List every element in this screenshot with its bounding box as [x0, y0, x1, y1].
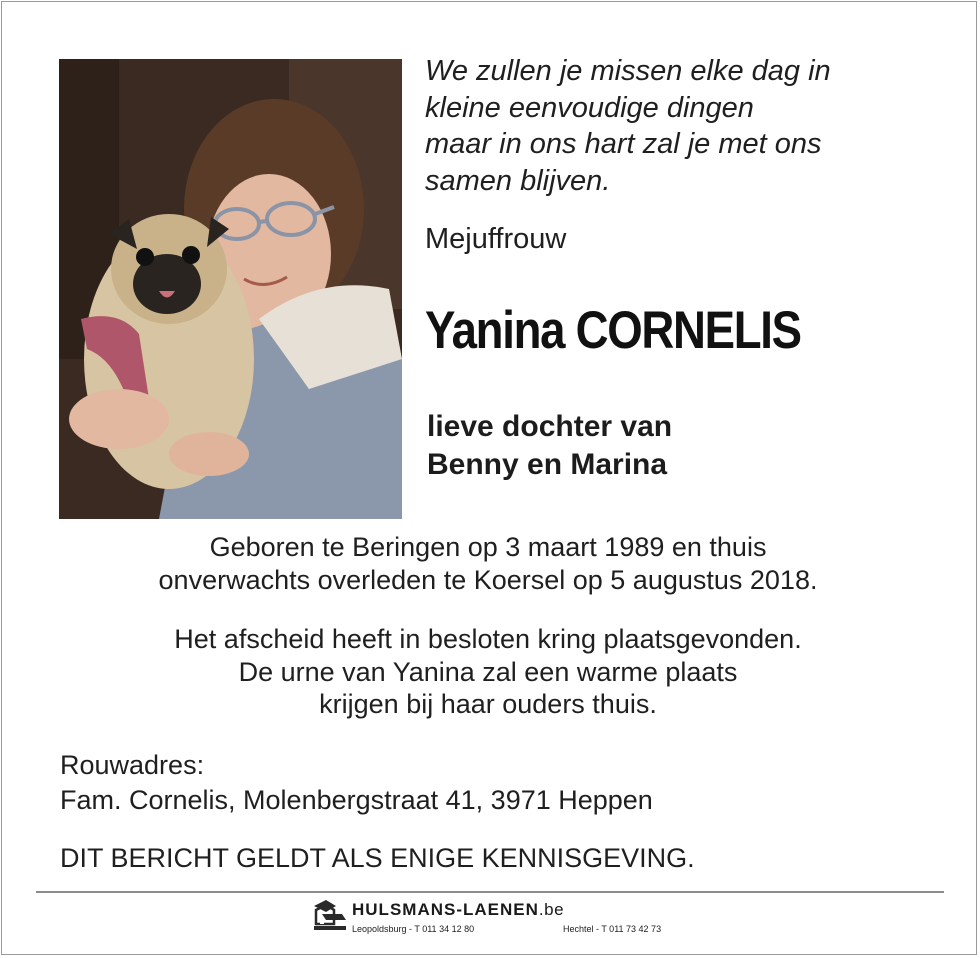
birth-line: Geboren te Beringen op 3 maart 1989 en thuis — [209, 532, 767, 562]
relation-line: Benny en Marina — [427, 448, 668, 481]
address-value: Fam. Cornelis, Molenbergstraat 41, 3971 Heppen — [60, 785, 653, 815]
relation-line: lieve dochter van — [427, 410, 673, 443]
address-label: Rouwadres: — [60, 750, 205, 780]
funeral-home-logo-icon — [312, 898, 348, 932]
memorial-verse — [425, 53, 945, 199]
portrait-photo-illustration — [59, 59, 402, 519]
farewell-text — [40, 623, 936, 721]
verse-line: maar in ons hart zal je met ons — [425, 128, 822, 160]
birth-death-text — [40, 531, 936, 596]
footer-brand — [352, 899, 564, 921]
mourning-address — [60, 748, 653, 818]
portrait-photo — [59, 59, 402, 519]
honorific: Mejuffrouw — [425, 223, 567, 255]
deceased-name: Yanina CORNELIS — [425, 301, 801, 360]
farewell-line: krijgen bij haar ouders thuis. — [319, 689, 657, 719]
relation-text — [427, 408, 672, 484]
notice-text: DIT BERICHT GELDT ALS ENIGE KENNISGEVING. — [60, 843, 695, 873]
location-hechtel: Hechtel - T 011 73 42 73 — [563, 924, 662, 934]
farewell-line: Het afscheid heeft in besloten kring plaatsgevonden. — [174, 624, 802, 654]
verse-line: kleine eenvoudige dingen — [425, 91, 754, 124]
verse-line: samen blijven. — [425, 164, 611, 197]
footer-divider — [36, 891, 944, 893]
brand-domain: .be — [538, 900, 565, 919]
brand-name: HULSMANS-LAENEN — [352, 900, 539, 919]
farewell-line: De urne van Yanina zal een warme plaats — [238, 656, 738, 687]
verse-line: We zullen je missen elke dag in — [425, 55, 831, 87]
birth-line: onverwachts overleden te Koersel op 5 augustus 2018. — [158, 564, 818, 595]
location-leopoldsburg: Leopoldsburg - T 011 34 12 80 — [352, 924, 475, 934]
